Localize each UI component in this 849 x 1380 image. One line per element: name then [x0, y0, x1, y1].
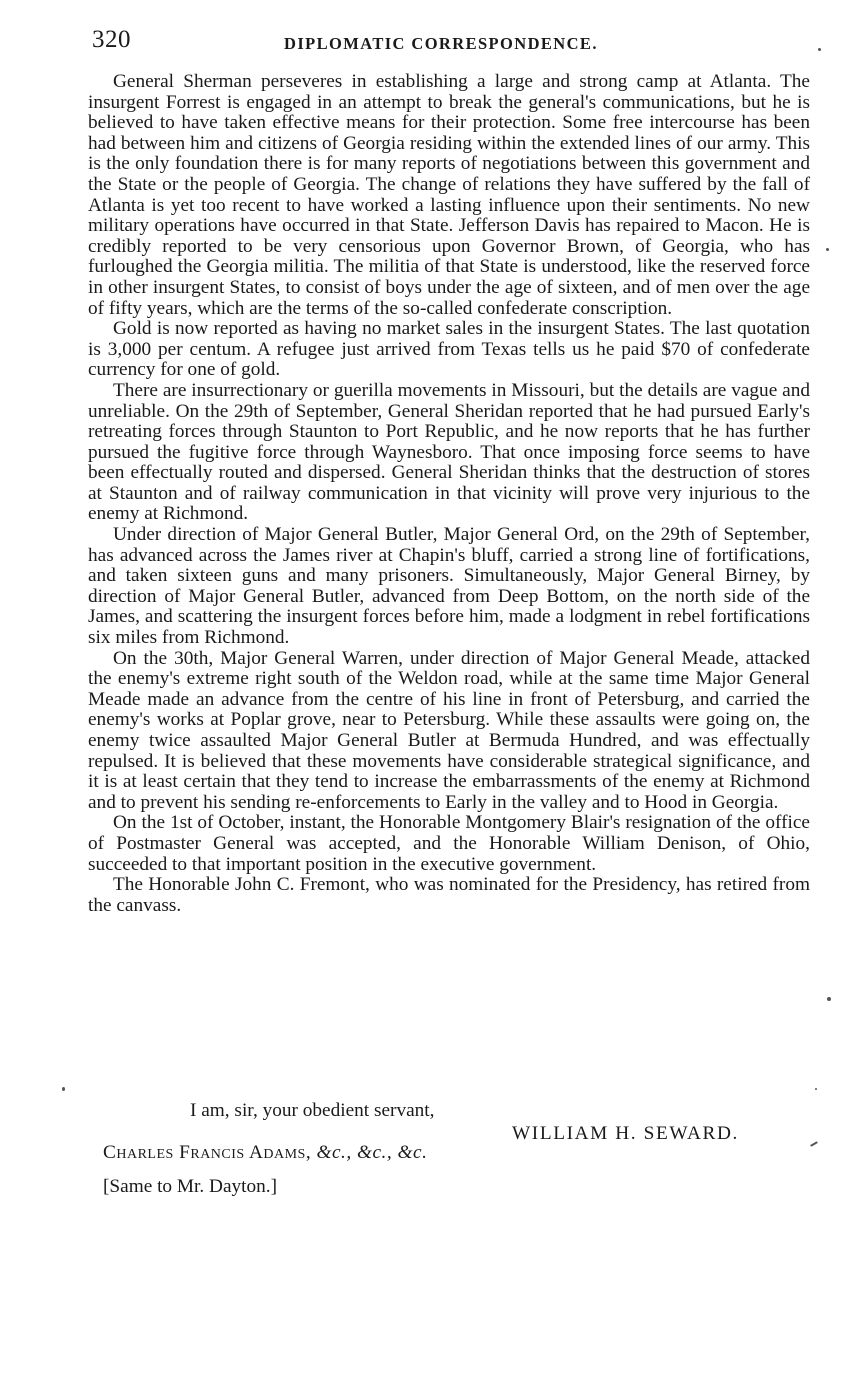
page-number: 320: [92, 26, 131, 53]
copy-note: [Same to Mr. Dayton.]: [103, 1176, 278, 1197]
paragraph-butler-ord: Under direction of Major General Butler, Major General Ord, on the 29th of September, has advanced across the James river at Chapin's bluff, carried a strong line of fortifications, and taken sixteen guns and many prisoners. Simultaneously, Major General Birney, by direction of Major General Butler, advanced from Deep Bottom, on the north side of the James, and scattering the insurgent forces before him, made a lodgment in rebel fortifications six miles from Richmond.: [88, 524, 810, 649]
scan-speck: [815, 1088, 817, 1090]
addressee: [103, 1142, 427, 1164]
signature: WILLIAM H. SEWARD.: [512, 1123, 739, 1144]
paragraph-gold: Gold is now reported as having no market sales in the insurgent States. The last quotation is 3,000 per centum. A refugee just arrived from Texas tells us he paid $70 of confederate currency for one of gold.: [88, 318, 810, 381]
closing-salutation: I am, sir, your obedient servant,: [190, 1100, 435, 1121]
page-header: [92, 26, 822, 56]
paragraph-missouri-sheridan: There are insurrectionary or guerilla movements in Missouri, but the details are vague and unreliable. On the 29th of September, General Sheridan reported that he had pursued Early's retreating forces through Staunton to Port Republic, and he now reports that he has further pursued the fugitive force through Waynesboro. That once imposing force seems to have been effectually routed and dispersed. General Sheridan thinks that the destruction of stores at Staunton and of railway communication in that vicinity will prove very injurious to the enemy at Richmond.: [88, 379, 810, 525]
scan-speck: [826, 248, 829, 251]
scan-speck: [818, 48, 821, 51]
paragraph-warren-meade: On the 30th, Major General Warren, under direction of Major General Meade, attacked the enemy's extreme right south of the Weldon road, while at the same time Major General Meade made an advance from the centre of his line in front of Petersburg, and carried the enemy's works at Poplar grove, near to Petersburg. While these assaults were going on, the enemy twice assaulted Major General Butler at Bermuda Hundred, and was effectually repulsed. It is believed that these movements have considerable strategical significance, and it is at least certain that they tend to increase the embarrassments of the enemy at Richmond and to prevent his sending re-enforcements to Early in the valley and to Hood in Georgia.: [88, 647, 810, 813]
scan-speck: [62, 1087, 65, 1091]
scan-speck: [827, 997, 831, 1001]
addressee-name: Charles Francis Adams,: [103, 1142, 312, 1163]
paragraph-blair-resignation: On the 1st of October, instant, the Honorable Montgomery Blair's resignation of the office of Postmaster General was accepted, and the Honorable William Denison, of Ohio, succeeded to that important position in the executive government.: [88, 812, 810, 875]
scan-speck: [810, 1141, 818, 1147]
running-head: DIPLOMATIC CORRESPONDENCE.: [284, 34, 598, 53]
addressee-etc: &c., &c., &c.: [316, 1142, 428, 1163]
paragraph-fremont: The Honorable John C. Fremont, who was nominated for the Presidency, has retired from the canvass.: [88, 874, 810, 916]
paragraph-sherman: General Sherman perseveres in establishing a large and strong camp at Atlanta. The insurgent Forrest is engaged in an attempt to break the general's communications, but he is believed to have taken effective means for their protection. Some free intercourse has been had between him and citizens of Georgia residing within the extended lines of our army. This is the only foundation there is for many reports of negotiations between this government and the State or the people of Georgia. The change of relations they have suffered by the fall of Atlanta is yet too recent to have worked a lasting influence upon their sentiments. No new military operations have occurred in that State. Jefferson Davis has repaired to Macon. He is credibly reported to be very censorious upon Governor Brown, of Georgia, who has furloughed the Georgia militia. The militia of that State is understood, like the reserved force in other insurgent States, to consist of boys under the age of sixteen, and of men over the age of fifty years, which are the terms of the so-called confederate conscription.: [88, 71, 810, 319]
letter-body: [88, 72, 810, 916]
